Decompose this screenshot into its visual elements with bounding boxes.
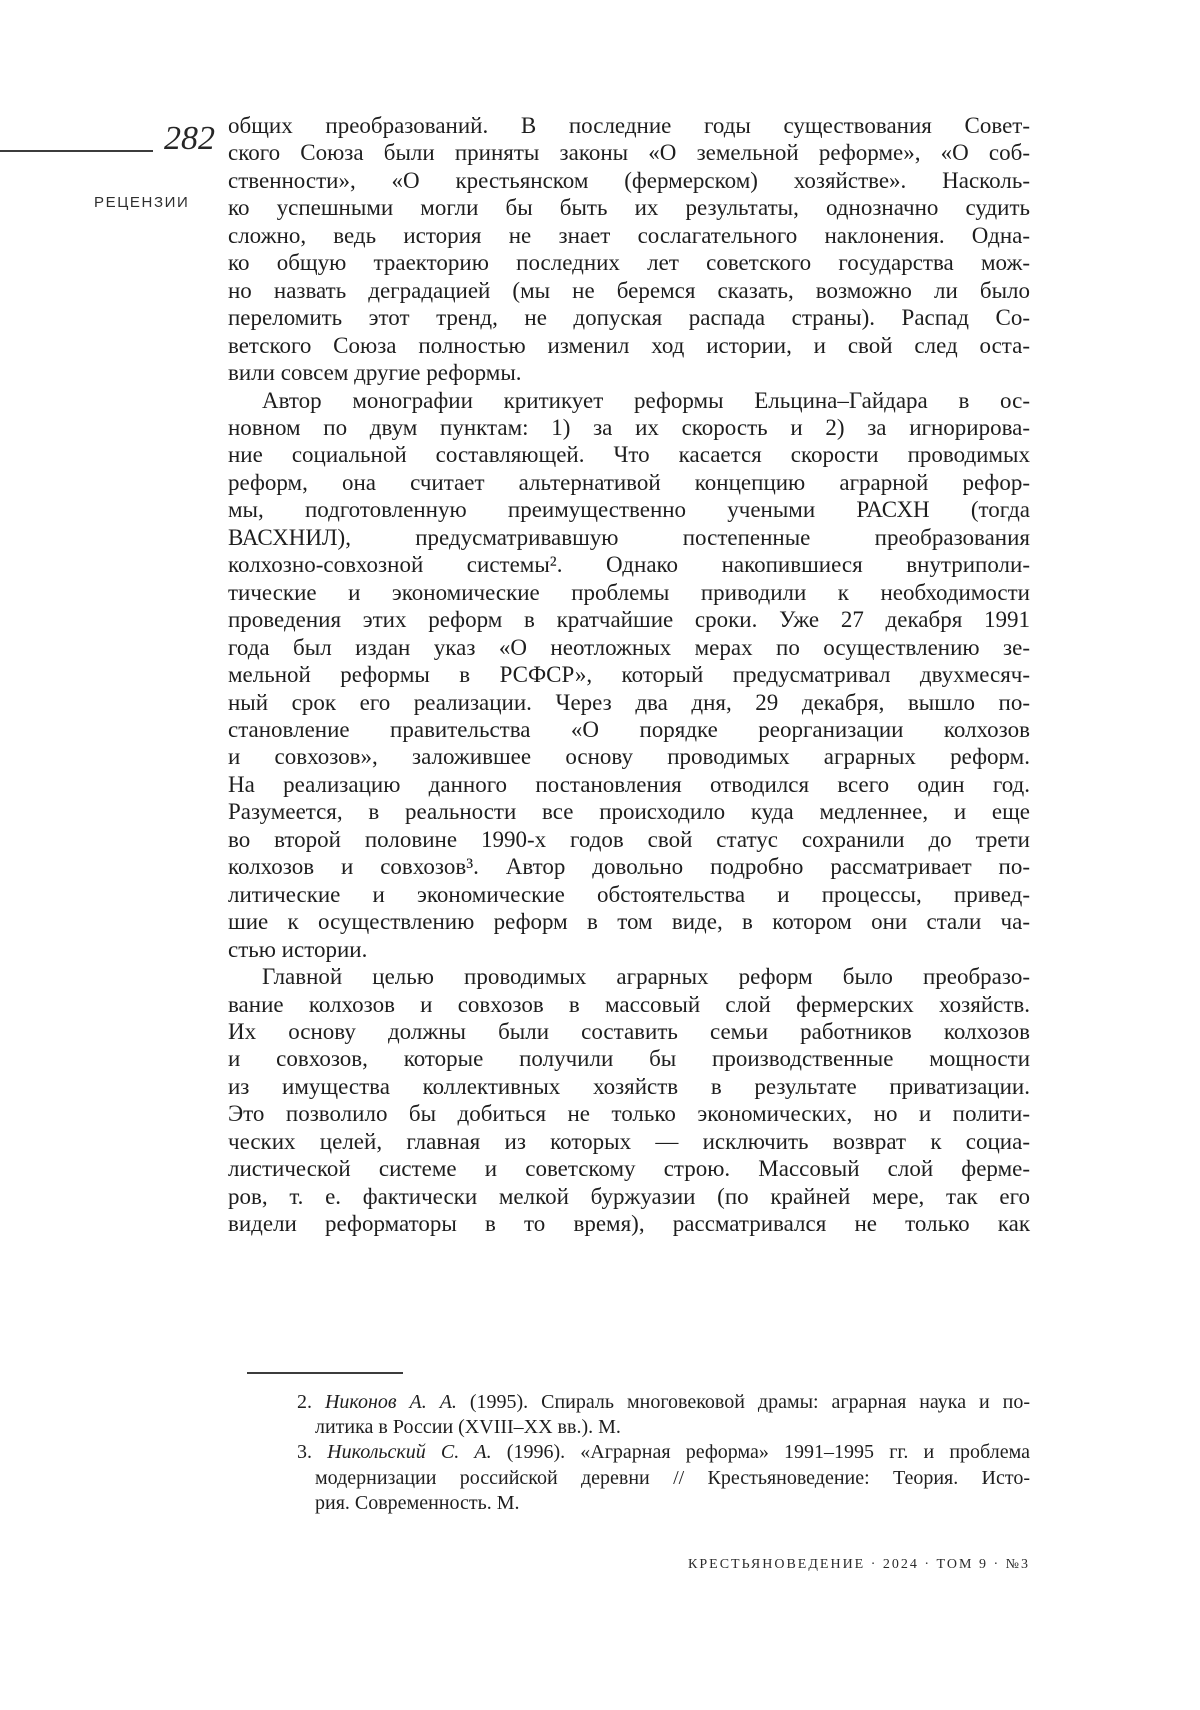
body-line: видели реформаторы в то время), рассматривался не только как — [228, 1211, 1030, 1237]
body-line: и совхозов, которые получили бы производственные мощности — [228, 1046, 1030, 1072]
footnote-line — [297, 1440, 1030, 1465]
body-line: года был издан указ «О неотложных мерах по осуществлению зе- — [228, 634, 1030, 660]
body-line: колхозно-совхозной системы². Однако накопившиеся внутриполи- — [228, 552, 1030, 578]
body-line: сложно, ведь история не знает сослагательного наклонения. Одна- — [228, 222, 1030, 248]
body-line: но назвать деградацией (мы не беремся сказать, возможно ли было — [228, 277, 1030, 303]
body-line: ственности», «О крестьянском (фермерском) хозяйстве». Насколь- — [228, 167, 1030, 193]
body-line: реформ, она считает альтернативой концепцию аграрной рефор- — [228, 469, 1030, 495]
footnote-line — [297, 1390, 1030, 1415]
body-line: шие к осуществлению реформ в том виде, в котором они стали ча- — [228, 909, 1030, 935]
footnote-line: литика в России (XVIII–XX вв.). М. — [315, 1416, 621, 1439]
body-line: ческих целей, главная из которых — исключить возврат к социа- — [228, 1128, 1030, 1154]
body-line: Главной целью проводимых аграрных реформ было преобразо- — [262, 964, 1030, 990]
running-footer: КРЕСТЬЯНОВЕДЕНИЕ · 2024 · ТОМ 9 · №3 — [688, 1557, 1030, 1572]
body-line: и совхозов», заложившее основу проводимых аграрных реформ. — [228, 744, 1030, 770]
body-line: мельной реформы в РСФСР», который предусматривал двухмесяч- — [228, 662, 1030, 688]
body-line: литические и экономические обстоятельства и процессы, привед- — [228, 881, 1030, 907]
body-line: листической системе и советскому строю. Массовый слой ферме- — [228, 1156, 1030, 1182]
body-line: проведения этих реформ в кратчайшие сроки. Уже 27 декабря 1991 — [228, 607, 1030, 633]
body-line: колхозов и совхозов³. Автор довольно подробно рассматривает по- — [228, 854, 1030, 880]
body-line: из имущества коллективных хозяйств в результате приватизации. — [228, 1073, 1030, 1099]
footnote-text: (1995). Спираль многовековой драмы: аграрная наука и по- — [456, 1391, 1031, 1413]
body-line: ВАСХНИЛ), предусматривавшую постепенные преобразования — [228, 524, 1030, 550]
body-line: ского Союза были приняты законы «О земельной реформе», «О соб- — [228, 140, 1030, 166]
body-line: ко общую траекторию последних лет советского государства мож- — [228, 250, 1030, 276]
footnote-rule — [247, 1372, 403, 1374]
body-line: общих преобразований. В последние годы существования Совет- — [228, 113, 1030, 138]
body-text — [228, 112, 1030, 1238]
footnotes — [297, 1390, 1030, 1516]
footnote-text: (1996). «Аграрная реформа» 1991–1995 гг. и проблема — [491, 1441, 1030, 1464]
footnote-author: Никольский С. А. — [327, 1441, 492, 1464]
body-line: ров, т. е. фактически мелкой буржуазии (по крайней мере, так его — [228, 1183, 1030, 1209]
body-line: ние социальной составляющей. Что касается скорости проводимых — [228, 442, 1030, 468]
footnote-marker: 3. — [297, 1441, 328, 1464]
footnote-author: Никонов А. А. — [324, 1391, 457, 1413]
body-line: Разумеется, в реальности все происходило куда медленнее, и еще — [228, 799, 1030, 825]
body-line: вание колхозов и совхозов в массовый слой фермерских хозяйств. — [228, 991, 1030, 1017]
footnote-marker: 2. — [297, 1391, 325, 1413]
footnote-line: рия. Современность. М. — [315, 1491, 520, 1514]
body-line: во второй половине 1990-х годов свой статус сохранили до трети — [228, 826, 1030, 852]
body-line: ко успешными могли бы быть их результаты, однозначно судить — [228, 195, 1030, 221]
body-line: стью истории. — [228, 936, 368, 962]
body-line: На реализацию данного постановления отводился всего один год. — [228, 771, 1030, 797]
body-line: новном по двум пунктам: 1) за их скорость и 2) за игнорирова- — [228, 414, 1030, 440]
body-line: мы, подготовленную преимущественно учеными РАСХН (тогда — [228, 497, 1030, 523]
body-line: ветского Союза полностью изменил ход истории, и свой след оста- — [228, 332, 1030, 358]
body-line: Их основу должны были составить семьи работников колхозов — [228, 1018, 1030, 1044]
body-line: тические и экономические проблемы приводили к необходимости — [228, 579, 1030, 605]
body-line: Это позволило бы добиться не только экономических, но и полити- — [228, 1101, 1030, 1127]
footnote-line: модернизации российской деревни // Крестьяноведение: Теория. Исто- — [315, 1466, 1030, 1489]
section-label: РЕЦЕНЗИИ — [94, 194, 190, 211]
body-line: вили совсем другие реформы. — [228, 360, 522, 386]
header-rule — [0, 150, 153, 152]
body-line: становление правительства «О порядке реорганизации колхозов — [228, 716, 1030, 742]
page-number: 282 — [164, 120, 215, 157]
body-line: переломить этот тренд, не допуская распада страны). Распад Со- — [228, 305, 1030, 331]
body-line: ный срок его реализации. Через два дня, 29 декабря, вышло по- — [228, 689, 1030, 715]
body-line: Автор монографии критикует реформы Ельцина–Гайдара в ос- — [262, 387, 1030, 413]
